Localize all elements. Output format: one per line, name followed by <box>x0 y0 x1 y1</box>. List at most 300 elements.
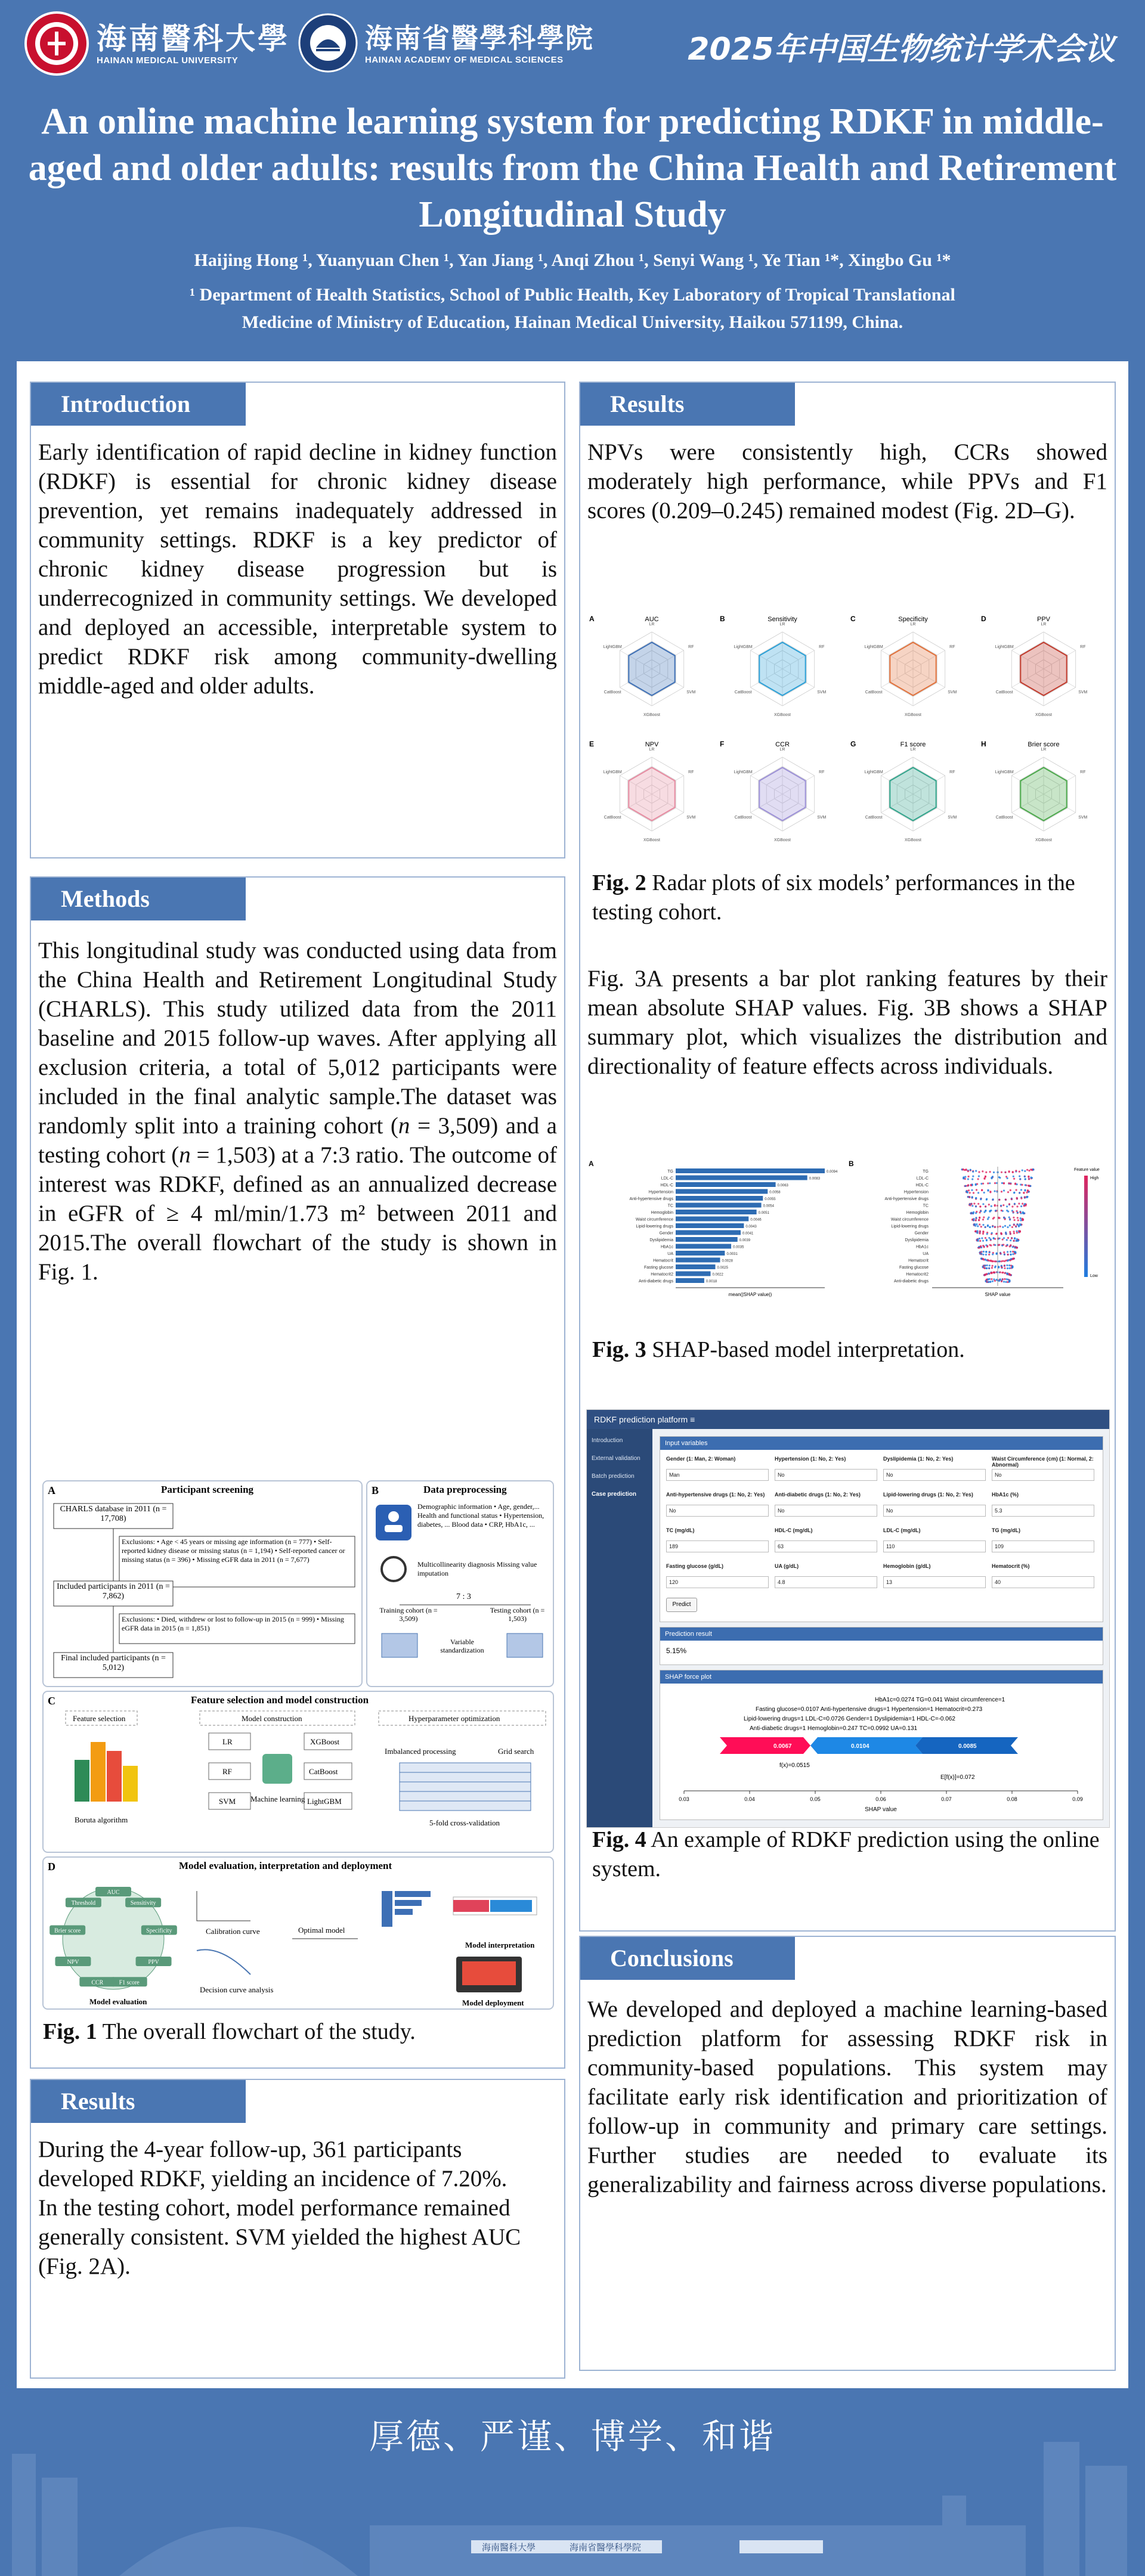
fig1-d-deploy: Model deployment <box>462 1998 524 2007</box>
fig1-b-multi: Multicollinearity diagnosis Missing value imputation <box>417 1560 537 1577</box>
fig3-dot <box>969 1204 971 1205</box>
conclusions-heading: Conclusions <box>580 1937 795 1980</box>
affiliation-line-2: Medicine of Ministry of Education, Hainan Medical University, Haikou 571199, China. <box>242 312 903 332</box>
fig3-b-feature-label: LDL-C <box>916 1176 929 1181</box>
fig1-metric-label: AUC <box>107 1889 120 1896</box>
fig3-dot <box>980 1198 982 1199</box>
fig3-dot <box>970 1185 972 1186</box>
fig3-dot <box>1005 1233 1007 1235</box>
radar-axis-label: RF <box>1080 770 1086 774</box>
fig3-dot <box>1018 1202 1020 1204</box>
fig3-dot <box>1028 1178 1030 1180</box>
radar-axis-label: LR <box>1041 622 1047 627</box>
fig3-dot <box>1002 1204 1004 1206</box>
shap-force-panel <box>660 1670 1103 1820</box>
fig3-feature-label: Fasting glucose <box>643 1266 673 1270</box>
input-field[interactable]: 109 <box>992 1540 1094 1552</box>
figure-4-online-system <box>586 1409 1110 1828</box>
fig3-dot <box>1010 1251 1011 1253</box>
fig3-dot <box>1010 1264 1012 1266</box>
hmu-logo <box>24 11 290 76</box>
fig3-dot <box>1001 1272 1003 1273</box>
fig3-dot <box>983 1246 985 1248</box>
fig3-b-xlabel: SHAP value <box>985 1292 1011 1297</box>
fig3-dot <box>1020 1189 1022 1191</box>
fig3-dot <box>1004 1254 1005 1256</box>
fig3-dot <box>1022 1203 1023 1205</box>
fig3-dot <box>1013 1224 1015 1226</box>
fig3-dot <box>983 1251 985 1253</box>
sidebar-item-external-validation[interactable]: External validation <box>592 1455 640 1462</box>
radar-axis-label: LR <box>649 748 655 752</box>
fig3-b-legend: Feature value <box>1074 1168 1100 1172</box>
fig3-dot <box>1020 1205 1022 1207</box>
fig3-dot <box>970 1213 971 1214</box>
fig3-dot <box>995 1260 997 1262</box>
fig3-dot <box>977 1225 979 1227</box>
fig3-dot <box>1003 1190 1005 1192</box>
fig3-dot <box>1004 1260 1005 1262</box>
fig1-metric-label: CCR <box>91 1979 104 1986</box>
results-left-section <box>30 2079 565 2379</box>
fig3-dot <box>982 1183 984 1185</box>
fig3-feature-label: Waist circumference <box>635 1217 673 1222</box>
input-field-label: Dyslipidemia (1: No, 2: Yes) <box>883 1456 954 1462</box>
fig3-dot <box>999 1253 1001 1254</box>
fig1-b-info: Demographic information • Age, gender,... Health and functional status • Hypertension, diabetes, ... Blood data • CRP, HbA1c, ... <box>417 1502 544 1529</box>
fig3-dot <box>1003 1237 1005 1239</box>
fig3-feature-label: TC <box>667 1204 673 1208</box>
radar-letter: G <box>850 740 856 748</box>
fig3-dot <box>1004 1267 1005 1269</box>
fig3-dot <box>978 1219 980 1221</box>
fig3-dot <box>998 1199 1000 1201</box>
results-left-heading: Results <box>31 2080 246 2123</box>
fig3-dot <box>1003 1251 1005 1253</box>
input-field[interactable]: No <box>775 1469 877 1481</box>
fig3-bar <box>676 1182 776 1187</box>
fig3-dot <box>992 1226 994 1227</box>
conclusions-section <box>579 1936 1116 2371</box>
fig1-c-model-lgbm: LightGBM <box>307 1797 342 1806</box>
fig3-dot <box>973 1224 975 1226</box>
radar-axis-label: LightGBM <box>864 645 883 649</box>
fig3-dot <box>981 1189 983 1191</box>
fig3-dot <box>988 1281 989 1283</box>
fig3-a-xlabel: mean(|SHAP value|) <box>728 1292 772 1297</box>
fig3-bar-value: 0.0054 <box>763 1204 774 1208</box>
fig3-dot <box>994 1226 996 1228</box>
fig3-dot <box>979 1230 981 1232</box>
fig1-metric-label: Threshold <box>71 1900 96 1907</box>
results-right-section <box>579 382 1116 1932</box>
fig3-dot <box>1007 1244 1008 1246</box>
radar-axis-label: LR <box>910 622 916 627</box>
input-field-cell <box>992 1456 1094 1481</box>
fig3-dot <box>976 1223 977 1225</box>
fig3-dot <box>1024 1189 1026 1191</box>
fig3-dot <box>980 1226 982 1227</box>
radar-axis-label: SVM <box>948 690 957 695</box>
fig3-bar <box>676 1251 725 1256</box>
fig3-dot <box>1026 1169 1028 1171</box>
input-field-label: Lipid-lowering drugs (1: No, 2: Yes) <box>883 1492 973 1498</box>
figure-3-caption: Fig. 3 SHAP-based model interpretation. <box>592 1337 965 1362</box>
input-field[interactable]: 189 <box>666 1540 769 1552</box>
radar-axis-label: LR <box>1041 748 1047 752</box>
fig3-dot <box>1016 1198 1018 1199</box>
fig3-dot <box>1003 1281 1005 1282</box>
radar-axis-label: CatBoost <box>604 690 621 695</box>
fig3-dot <box>991 1232 993 1234</box>
radar-axis-label: LightGBM <box>734 645 753 649</box>
input-field[interactable]: 4.8 <box>775 1576 877 1588</box>
input-field-label: Waist Circumference (cm) (1: Normal, 2: Abnormal) <box>992 1456 1094 1468</box>
fig1-b-title: Data preprocessing <box>423 1484 507 1495</box>
radar-axis-label: CatBoost <box>995 690 1013 695</box>
fig3-dot <box>979 1240 981 1242</box>
input-field-label: Hypertension (1: No, 2: Yes) <box>775 1456 846 1462</box>
input-field[interactable]: 5.3 <box>992 1505 1094 1517</box>
input-field[interactable]: 40 <box>992 1576 1094 1588</box>
force-tick: 0.03 <box>679 1796 689 1802</box>
fig1-d-opt: Optimal model <box>298 1926 345 1935</box>
fig3-dot <box>1010 1233 1011 1235</box>
input-field[interactable]: No <box>666 1505 769 1517</box>
sidebar-item-batch-prediction[interactable]: Batch prediction <box>592 1473 635 1480</box>
fig3-dot <box>970 1169 971 1171</box>
fig1-c-title: Feature selection and model construction <box>191 1694 369 1706</box>
fig3-dot <box>967 1170 969 1172</box>
input-field-label: UA (g/dL) <box>775 1563 799 1569</box>
introduction-text: Early identification of rapid decline in kidney function (RDKF) is essential for chronic kidney disease prevention, yet remains inadequately addressed in community settings. RDKF is a key predictor of chronic kidney disease progression but is underrecognized in community settings. We developed and deployed an accessible, interpretable system to predict RDKF risk among community-dwelling middle-aged and older adults. <box>38 439 557 699</box>
fig3-dot <box>967 1191 968 1193</box>
fig3-dot <box>986 1198 988 1200</box>
results-right-text-2: Fig. 3A presents a bar plot ranking features by their mean absolute SHAP values. Fig. 3B shows a SHAP summary plot, which visualizes the distribution and directionality of feature effects across individuals. <box>587 966 1107 1079</box>
input-field[interactable]: No <box>992 1469 1094 1481</box>
fig1-metric-label: F1 score <box>119 1979 140 1986</box>
fig3-b-feature-label: HDL-C <box>915 1183 929 1188</box>
fig3-dot <box>983 1216 985 1218</box>
fig3-dot <box>972 1213 974 1214</box>
fig3-dot <box>993 1237 995 1239</box>
radar-letter: F <box>720 740 725 748</box>
fig1-metric-label: PPV <box>148 1959 159 1966</box>
fig3-dot <box>1028 1170 1030 1171</box>
input-field-label: HbA1c (%) <box>992 1492 1019 1498</box>
fig3-dot <box>963 1177 964 1179</box>
input-field[interactable]: Man <box>666 1469 769 1481</box>
fig3-bar <box>676 1196 763 1201</box>
fig3-feature-label: Dyslipidemia <box>649 1238 673 1242</box>
fig3-dot <box>1012 1171 1014 1173</box>
input-field[interactable]: No <box>883 1469 986 1481</box>
fig3-bar <box>676 1189 768 1194</box>
fig3-dot <box>1010 1254 1011 1256</box>
results-left-text-1: During the 4-year follow-up, 361 participants developed RDKF, yielding an incidence of 7.20%. <box>38 2137 507 2191</box>
fig3-dot <box>996 1253 998 1255</box>
radar-axis-label: LR <box>779 748 785 752</box>
fig3-dot <box>975 1197 977 1199</box>
fig3-dot <box>1011 1238 1013 1239</box>
fig3-dot <box>993 1272 995 1273</box>
fig3-dot <box>987 1190 989 1192</box>
fig3-bar-value: 0.0051 <box>758 1211 769 1215</box>
radar-axis-label: RF <box>819 770 825 774</box>
fig3-dot <box>1027 1189 1029 1191</box>
fig3-dot <box>1006 1239 1008 1241</box>
fig3-dot <box>976 1211 977 1213</box>
fig3-dot <box>968 1189 970 1191</box>
fig3-dot <box>980 1253 982 1254</box>
fig3-dot <box>979 1223 980 1225</box>
fig3-bar-value: 0.0046 <box>750 1218 762 1222</box>
figure-2-radar-plots <box>586 606 1109 857</box>
radar-axis-label: RF <box>949 770 955 774</box>
fig3-dot <box>998 1260 1000 1262</box>
fig3-dot <box>979 1232 980 1234</box>
fig3-dot <box>986 1267 988 1269</box>
fig3-dot <box>1019 1175 1020 1177</box>
figure-3-shap <box>586 1158 1109 1301</box>
fig3-b-feature-label: Gender <box>914 1231 929 1236</box>
input-field[interactable]: 63 <box>775 1540 877 1552</box>
prediction-result-panel <box>660 1627 1103 1665</box>
radar-axis-label: XGBoost <box>904 713 922 717</box>
fig3-b-feature-label: Dyslipidemia <box>905 1238 929 1242</box>
fig3-dot <box>985 1251 987 1253</box>
radar-letter: C <box>850 615 856 623</box>
fig3-dot <box>985 1237 986 1239</box>
fig1-c-label: C <box>48 1695 55 1707</box>
fig3-dot <box>982 1233 984 1235</box>
fig3-feature-label: Lipid-lowering drugs <box>636 1225 673 1229</box>
fig3-dot <box>1013 1230 1015 1232</box>
fig3-bar-value: 0.0039 <box>739 1239 751 1242</box>
fig3-dot <box>1012 1258 1014 1260</box>
input-field-cell <box>775 1492 877 1517</box>
fig1-box1: CHARLS database in 2011 (n = 17,708) <box>60 1505 167 1523</box>
fig3-bar-value: 0.0025 <box>717 1266 728 1270</box>
radar-axis-label: LR <box>649 622 655 627</box>
fig1-a-title: Participant screening <box>161 1484 254 1495</box>
fig3-dot <box>1004 1278 1005 1280</box>
fig3-bar-value: 0.0055 <box>765 1198 776 1201</box>
fig3-dot <box>991 1205 992 1207</box>
figure-4-caption: Fig. 4 An example of RDKF prediction using the online system. <box>592 1827 1100 1881</box>
fig3-dot <box>1024 1196 1026 1198</box>
fig3-dot <box>986 1264 988 1266</box>
fig1-box2: Included participants in 2011 (n = 7,862) <box>57 1582 170 1601</box>
fig3-dot <box>1007 1273 1008 1275</box>
fig3-dot <box>989 1182 991 1184</box>
fig3-dot <box>1001 1210 1002 1211</box>
fig3-dot <box>1019 1178 1021 1180</box>
fig3-dot <box>1001 1182 1003 1184</box>
fig1-excl2: Exclusions: • Died, withdrew or lost to follow-up in 2015 (n = 999) • Missing eGFR data in 2015 (n = 1,851) <box>122 1615 344 1632</box>
prediction-result-value: 5.15% <box>666 1647 687 1655</box>
fig3-dot <box>982 1203 984 1205</box>
fig3-dot <box>981 1237 983 1239</box>
input-field-cell <box>883 1456 986 1481</box>
poster-title: An online machine learning system for predicting RDKF in middle-aged and older adults: results from the China Health and Retirement Longitudinal Study <box>28 101 1117 235</box>
radar-axis-label: CatBoost <box>995 816 1013 820</box>
predict-button[interactable]: Predict <box>666 1598 697 1612</box>
fig3-dot <box>988 1267 990 1269</box>
radar-axis-label: LR <box>779 622 785 627</box>
fig3-dot <box>1013 1232 1015 1234</box>
methods-text: This longitudinal study was conducted using data from the China Health and Retirement Longitudinal Study (CHARLS). This study utilized data from the 2011 baseline and 2015 follow-up waves. After applying all exclusion criteria, a total of 5,012 participants were included in the final analytic sample.The dataset was randomly split into a training cohort (n = 3,509) and a testing cohort (n = 1,503) at a 7:3 ratio. The outcome of interest was RDKF, defined as an annualized decrease in eGFR of ≥ 4 ml/min/1.73 m² between 2011 and 2015.The overall flowchart of the study is shown in Fig. 1. <box>38 938 557 1285</box>
fig3-bar-value: 0.0031 <box>726 1253 738 1256</box>
radar-axis-label: LightGBM <box>864 770 883 774</box>
input-field[interactable]: 13 <box>883 1576 986 1588</box>
fig3-dot <box>1013 1176 1014 1177</box>
fig3-bar-value: 0.0043 <box>745 1225 757 1229</box>
input-field[interactable]: No <box>775 1505 877 1517</box>
input-field-label: HDL-C (mg/dL) <box>775 1527 813 1533</box>
fig3-dot <box>1017 1219 1019 1221</box>
fig3-dot <box>1010 1239 1011 1241</box>
fig3-bar <box>676 1176 807 1180</box>
fig3-dot <box>1003 1183 1005 1185</box>
fig3-dot <box>978 1171 980 1173</box>
fig3-b-feature-label: HbA1c <box>915 1245 929 1250</box>
affiliation <box>0 281 1145 336</box>
hams-name-en: HAINAN ACADEMY OF MEDICAL SCIENCES <box>365 54 564 65</box>
fig3-dot <box>1007 1254 1009 1256</box>
fig3-dot <box>985 1254 987 1256</box>
fig3-dot <box>1016 1232 1018 1233</box>
fig3-feature-label: HDL-C <box>660 1183 673 1188</box>
radar-title: NPV <box>645 741 659 748</box>
force-tick: 0.09 <box>1072 1796 1083 1802</box>
footer-sign-1-text: 海南醫科大學 <box>482 2542 536 2553</box>
fig3-dot <box>975 1219 977 1221</box>
fig3-dot <box>1008 1216 1010 1218</box>
fig3-dot <box>1012 1253 1014 1255</box>
fig3-dot <box>1000 1205 1002 1207</box>
fig1-c-imb: Imbalanced processing <box>385 1747 456 1756</box>
fig3-feature-label: TG <box>667 1170 673 1174</box>
fig3-dot <box>994 1244 996 1246</box>
fig3-dot <box>1015 1225 1017 1227</box>
fig3-dot <box>968 1196 970 1198</box>
fig3-dot <box>1019 1211 1021 1213</box>
fig3-dot <box>1023 1205 1025 1207</box>
fig3-dot <box>982 1219 984 1220</box>
fig3-dot <box>988 1273 989 1275</box>
fig3-dot <box>1002 1239 1004 1241</box>
fig1-d-label: D <box>48 1861 55 1873</box>
fig3-dot <box>985 1226 986 1228</box>
fig3-dot <box>1010 1244 1011 1246</box>
input-field[interactable]: 110 <box>883 1540 986 1552</box>
radar-letter: B <box>720 615 725 623</box>
input-field-cell <box>992 1563 1094 1588</box>
fig3-dot <box>980 1183 982 1185</box>
fig3-dot <box>987 1225 989 1227</box>
fig3-dot <box>980 1210 982 1212</box>
fig3-dot <box>1016 1189 1017 1191</box>
fig3-dot <box>1008 1264 1010 1266</box>
fig3-dot <box>985 1258 986 1260</box>
fig1-data-icon <box>376 1505 411 1540</box>
radar-panel-E <box>589 740 696 842</box>
fig3-dot <box>998 1280 1000 1282</box>
fig1-d-interp: Model interpretation <box>465 1940 535 1949</box>
force-tick: 0.08 <box>1007 1796 1017 1802</box>
fig1-metric-label: NPV <box>67 1959 79 1966</box>
fig3-dot <box>978 1246 980 1248</box>
fig3-dot <box>972 1171 974 1173</box>
input-field-label: Anti-hypertensive drugs (1: No, 2: Yes) <box>666 1492 765 1498</box>
radar-axis-label: LightGBM <box>734 770 753 774</box>
fig3-dot <box>992 1281 994 1282</box>
fig3-dot <box>1005 1281 1007 1283</box>
radar-axis-label: SVM <box>948 816 957 820</box>
fig3-dot <box>977 1230 979 1232</box>
radar-axis-label: LightGBM <box>603 645 622 649</box>
force-red-value: 0.0067 <box>773 1743 792 1750</box>
fig3-bar <box>676 1230 741 1235</box>
fig3-b-low: Low <box>1090 1274 1098 1278</box>
fig1-b-var: Variable standardization <box>440 1638 484 1654</box>
introduction-heading: Introduction <box>31 383 246 426</box>
sidebar-item-introduction[interactable]: Introduction <box>592 1437 623 1444</box>
fig3-dot <box>989 1191 991 1193</box>
fig1-metric-label: Sensitivity <box>130 1900 156 1907</box>
menu-icon[interactable]: ≡ <box>690 1415 695 1424</box>
fig3-dot <box>982 1240 984 1242</box>
input-field-cell <box>775 1563 877 1588</box>
fig3-dot <box>998 1266 999 1267</box>
input-field[interactable]: 120 <box>666 1576 769 1588</box>
fig3-bar-value: 0.0035 <box>733 1245 744 1250</box>
fig3-dot <box>1007 1237 1009 1239</box>
footer-sign-2-text: 海南省醫學科學院 <box>570 2542 642 2553</box>
sidebar-item-case-prediction[interactable]: Case prediction <box>592 1491 637 1498</box>
fig3-dot <box>1010 1258 1012 1260</box>
fig3-dot <box>1006 1205 1008 1207</box>
fig3-dot <box>979 1217 980 1219</box>
fig3-bar <box>676 1244 731 1249</box>
fig3-bar <box>676 1272 711 1276</box>
fig3-dot <box>984 1267 986 1269</box>
fig3-feature-label: LDL-C <box>661 1176 673 1181</box>
fig3-dot <box>1008 1203 1010 1205</box>
fig3-bar <box>676 1278 704 1283</box>
force-xlabel: SHAP value <box>865 1806 897 1813</box>
fig3-dot <box>975 1170 977 1172</box>
fig3-dot <box>965 1168 967 1170</box>
input-field-cell <box>775 1456 877 1481</box>
fig3-dot <box>968 1176 970 1177</box>
input-field[interactable]: No <box>883 1505 986 1517</box>
fig3-bar <box>676 1264 716 1269</box>
input-field-cell <box>883 1527 986 1552</box>
fig3-dot <box>1032 1169 1034 1171</box>
fig3-dot <box>1020 1225 1022 1226</box>
fig3-dot <box>971 1203 973 1205</box>
authors: Haijing Hong ¹, Yuanyuan Chen ¹, Yan Jiang ¹, Anqi Zhou ¹, Senyi Wang ¹, Ye Tian ¹*, Xingbo Gu ¹* <box>194 250 951 270</box>
fig3-dot <box>989 1251 991 1253</box>
fig3-bar <box>676 1168 825 1173</box>
radar-axis-label: RF <box>688 645 694 649</box>
fig3-dot <box>1007 1251 1008 1253</box>
fig3-dot <box>1004 1272 1006 1274</box>
fig3-b-feature-label: UA <box>923 1252 929 1256</box>
input-field-cell <box>775 1527 877 1552</box>
